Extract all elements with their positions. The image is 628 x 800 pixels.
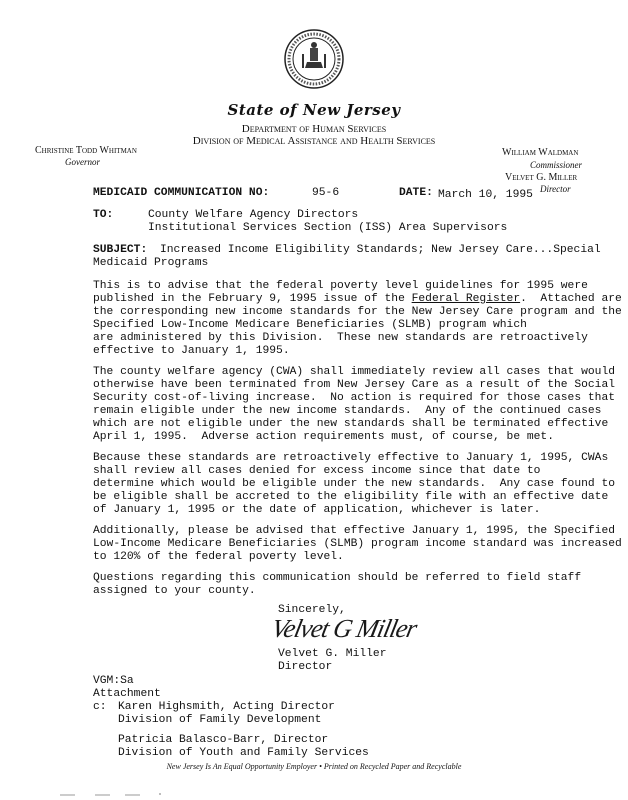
p3-line-1: Because these standards are retroactively effective to January 1, 1995, CWAs — [93, 452, 609, 464]
state-title: State of New Jersey — [227, 101, 401, 119]
commissioner-name: William Waldman — [502, 147, 579, 158]
p2-line-6: April 1, 1995. Adverse action requirements must, of course, be met. — [93, 431, 554, 443]
cc2-name: Patricia Balasco-Barr, Director — [118, 734, 329, 746]
p3-line-4: be eligible shall be accreted to the eligibility file with an effective date — [93, 491, 609, 503]
cc-label: c: — [93, 701, 107, 713]
governor-name: Christine Todd Whitman — [35, 145, 137, 156]
p2-line-2: otherwise have been terminated from New Jersey Care as a result of the Social — [93, 379, 616, 391]
subject-line-2: Medicaid Programs — [93, 257, 209, 269]
p2-line-1: The county welfare agency (CWA) shall immediately review all cases that would — [93, 366, 616, 378]
signature: Velvet G Miller — [269, 614, 420, 643]
p1-line-5: are administered by this Division. These new standards are retroactively — [93, 332, 588, 344]
division-name: Division of Medical Assistance and Health Services — [192, 135, 436, 147]
subject-label: SUBJECT: — [93, 244, 148, 256]
p1-line-3: the corresponding new income standards for the New Jersey Care program and the — [93, 306, 622, 318]
to-line-1: County Welfare Agency Directors — [148, 209, 359, 221]
subject-line-1: Increased Income Eligibility Standards; New Jersey Care...Special — [160, 244, 601, 256]
p2-line-3: Security cost-of-living increase. No action is required for those cases that — [93, 392, 616, 404]
commissioner-title: Commissioner — [530, 160, 583, 170]
federal-register-title: Federal Register — [411, 293, 521, 305]
p5-line-2: assigned to your county. — [93, 585, 256, 597]
p5-line-1: Questions regarding this communication should be referred to field staff — [93, 572, 582, 584]
p4-line-1: Additionally, please be advised that effective January 1, 1995, the Specified — [93, 525, 616, 537]
department-name: Department of Human Services — [241, 123, 387, 135]
cc1-division: Division of Family Development — [118, 714, 322, 726]
director-title: Director — [540, 184, 571, 194]
p4-line-3: to 120% of the federal poverty level. — [93, 551, 344, 563]
cc2-division: Division of Youth and Family Services — [118, 747, 369, 759]
p1-line-6: effective to January 1, 1995. — [93, 345, 290, 357]
p1-line-2: published in the February 9, 1995 issue of the Federal Register. Attached are — [93, 293, 622, 305]
state-seal — [283, 28, 345, 90]
attachment-label: Attachment — [93, 688, 161, 700]
p3-line-2: shall review all cases denied for excess income since that date to — [93, 465, 541, 477]
p3-line-5: of January 1, 1995 or the date of application, whichever is later. — [93, 504, 541, 516]
scan-noise — [0, 775, 628, 800]
signer-name: Velvet G. Miller — [278, 648, 387, 660]
sincerely: Sincerely, — [278, 604, 346, 616]
p1-line-1: This is to advise that the federal poverty level guidelines for 1995 were — [93, 280, 588, 292]
cc1-name: Karen Highsmith, Acting Director — [118, 701, 335, 713]
communication-number: 95-6 — [312, 187, 340, 199]
to-line-2: Institutional Services Section (ISS) Area Supervisors — [148, 222, 508, 234]
to-label: TO: — [93, 209, 114, 221]
date-value: March 10, 1995 — [438, 189, 533, 201]
director-name: Velvet G. Miller — [505, 172, 578, 183]
date-label: DATE: — [399, 187, 433, 199]
p1-line-4: Specified Low-Income Medicare Beneficiaries (SLMB) program which — [93, 319, 527, 331]
footer-text: New Jersey Is An Equal Opportunity Employer • Printed on Recycled Paper and Recyclable — [166, 762, 462, 771]
governor-title: Governor — [65, 157, 100, 167]
initials: VGM:Sa — [93, 675, 134, 687]
p2-line-5: which are not eligible under the new standards shall be terminated effective — [93, 418, 609, 430]
p3-line-3: determine which would be eligible under the new standards. Any case found to — [93, 478, 616, 490]
signer-title: Director — [278, 661, 333, 673]
p4-line-2: Low-Income Medicare Beneficiaries (SLMB) program income standard was increased — [93, 538, 622, 550]
communication-label: MEDICAID COMMUNICATION NO: — [93, 187, 270, 199]
p2-line-4: remain eligible under the new income standards. Any of the continued cases — [93, 405, 602, 417]
